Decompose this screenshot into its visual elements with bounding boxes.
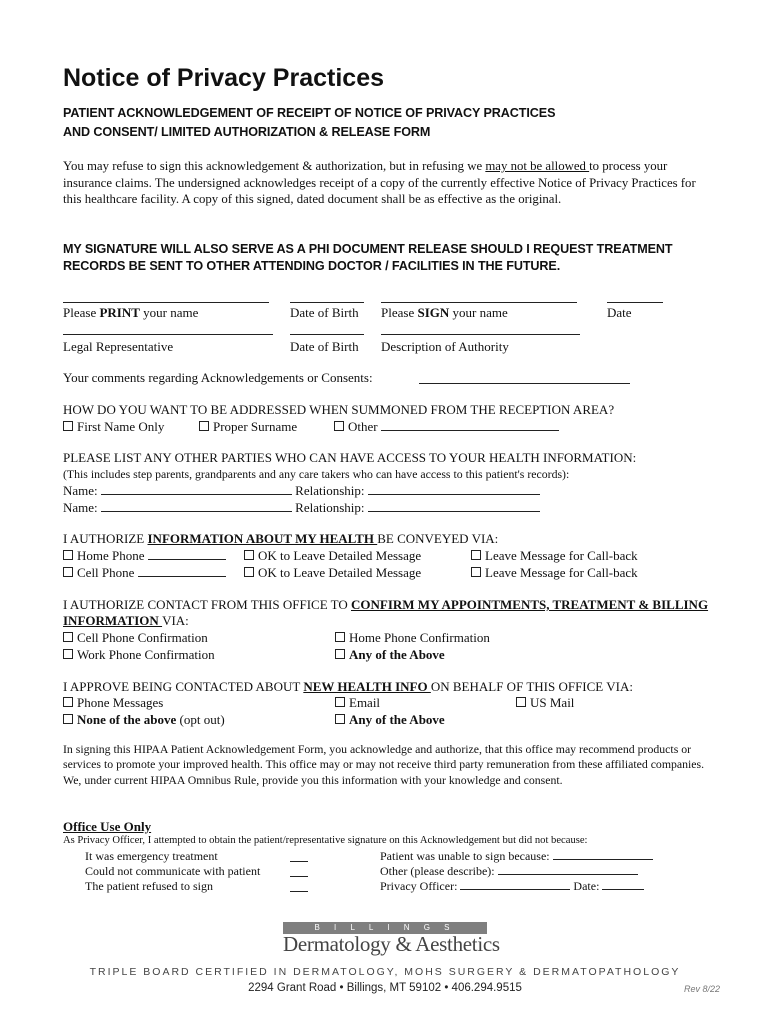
reason-emergency-field[interactable] (290, 861, 308, 862)
page-title: Notice of Privacy Practices (63, 64, 384, 92)
checkbox[interactable] (516, 697, 526, 707)
checkbox[interactable] (335, 714, 345, 724)
any-new-info-option[interactable]: Any of the Above (335, 712, 445, 728)
legal-rep-label: Legal Representative (63, 339, 174, 354)
none-option[interactable]: None of the above (opt out) (63, 712, 225, 728)
reason-refused: The patient refused to sign (85, 879, 213, 893)
date-label: Date (607, 305, 632, 320)
home-phone-field[interactable] (148, 549, 226, 560)
privacy-officer-field[interactable] (460, 879, 570, 890)
comments-label: Your comments regarding Acknowledgements or Consents: (63, 370, 373, 385)
access-row-2: Name: Relationship: (63, 500, 540, 516)
relationship-field[interactable] (368, 501, 540, 512)
intro-underlined-text: may not be allowed (485, 159, 590, 173)
checkbox[interactable] (471, 567, 481, 577)
checkbox[interactable] (335, 632, 345, 642)
email-option[interactable]: Email (335, 695, 380, 711)
signature-notice-line2: RECORDS BE SENT TO OTHER ATTENDING DOCTOR / FACILITIES IN THE FUTURE. (63, 259, 561, 273)
reason-other: Other (please describe): (380, 864, 638, 879)
checkbox[interactable] (334, 421, 344, 431)
checkbox[interactable] (244, 567, 254, 577)
work-confirm-option[interactable]: Work Phone Confirmation (63, 647, 215, 663)
cell-ok-detailed-option[interactable]: OK to Leave Detailed Message (244, 565, 421, 581)
contact-auth-heading-cont: INFORMATION VIA: (63, 613, 189, 628)
checkbox[interactable] (63, 567, 73, 577)
checkbox[interactable] (63, 421, 73, 431)
any-confirm-option[interactable]: Any of the Above (335, 647, 445, 663)
unable-reason-field[interactable] (553, 849, 653, 860)
checkbox[interactable] (471, 550, 481, 560)
phone-messages-option[interactable]: Phone Messages (63, 695, 163, 711)
form-subtitle-line2: AND CONSENT/ LIMITED AUTHORIZATION & RELEASE FORM (63, 125, 431, 139)
dob2-label: Date of Birth (290, 339, 359, 354)
name-field[interactable] (101, 501, 292, 512)
address-option-first-name[interactable]: First Name Only (63, 419, 164, 435)
us-mail-option[interactable]: US Mail (516, 695, 574, 711)
form-subtitle-line1: PATIENT ACKNOWLEDGEMENT OF RECEIPT OF NOTICE OF PRIVACY PRACTICES (63, 106, 556, 120)
checkbox[interactable] (335, 697, 345, 707)
print-name-label: Please PRINT your name (63, 305, 199, 320)
cell-phone-field[interactable] (138, 566, 226, 577)
access-note: (This includes step parents, grandparents and any care takers who can have access to this patient's records): (63, 467, 570, 481)
reason-emergency: It was emergency treatment (85, 849, 218, 863)
cell-callback-option[interactable]: Leave Message for Call-back (471, 565, 638, 581)
authority-field[interactable] (381, 334, 580, 335)
other-field[interactable] (381, 420, 559, 431)
privacy-officer-line: Privacy Officer: Date: (380, 879, 644, 894)
access-question: PLEASE LIST ANY OTHER PARTIES WHO CAN HAVE ACCESS TO YOUR HEALTH INFORMATION: (63, 450, 637, 465)
legal-rep-field[interactable] (63, 334, 273, 335)
reason-communicate: Could not communicate with patient (85, 864, 261, 878)
home-ok-detailed-option[interactable]: OK to Leave Detailed Message (244, 548, 421, 564)
reason-communicate-field[interactable] (290, 876, 308, 877)
contact-auth-heading: I AUTHORIZE CONTACT FROM THIS OFFICE TO CONFIRM MY APPOINTMENTS, TREATMENT & BILLING (63, 597, 709, 612)
footer-credentials: TRIPLE BOARD CERTIFIED IN DERMATOLOGY, MOHS SURGERY & DERMATOPATHOLOGY (89, 966, 681, 978)
print-name-field[interactable] (63, 302, 269, 303)
new-info-heading: I APPROVE BEING CONTACTED ABOUT NEW HEALTH INFO ON BEHALF OF THIS OFFICE VIA: (63, 679, 633, 694)
intro-text-end: to process your insurance claims. The undersigned acknowledges receipt of a copy of the currently effective Notice of Privacy Practices for this healthcare facility. A copy of this signed, dated document shall be as effective as the original. (63, 159, 696, 206)
home-callback-option[interactable]: Leave Message for Call-back (471, 548, 638, 564)
checkbox[interactable] (199, 421, 209, 431)
dob-field[interactable] (290, 302, 364, 303)
cell-phone-option[interactable]: Cell Phone (63, 565, 226, 581)
signature-notice-line1: MY SIGNATURE WILL ALSO SERVE AS A PHI DOCUMENT RELEASE SHOULD I REQUEST TREATMENT (63, 242, 673, 256)
reason-unable: Patient was unable to sign because: (380, 849, 653, 864)
name-field[interactable] (101, 484, 292, 495)
checkbox[interactable] (63, 649, 73, 659)
logo-name: Dermatology & Aesthetics (283, 932, 500, 956)
access-row-1: Name: Relationship: (63, 483, 540, 499)
info-auth-heading: I AUTHORIZE INFORMATION ABOUT MY HEALTH BE CONVEYED VIA: (63, 531, 499, 546)
footer-address: 2294 Grant Road • Billings, MT 59102 • 406.294.9515 (248, 982, 522, 994)
intro-paragraph (63, 158, 703, 208)
hipaa-paragraph: In signing this HIPAA Patient Acknowledgement Form, you acknowledge and authorize, that this office may recommend products or services to promote your improved health. This office may or may not receive third party remuneration from these affiliated companies. We, under current HIPAA Omnibus Rule, provide you this information with your knowledge and consent. (63, 742, 705, 787)
revision-note: Rev 8/22 (684, 984, 721, 994)
authority-label: Description of Authority (381, 339, 509, 354)
checkbox[interactable] (244, 550, 254, 560)
home-phone-option[interactable]: Home Phone (63, 548, 226, 564)
dob2-field[interactable] (290, 334, 364, 335)
privacy-date-field[interactable] (602, 879, 644, 890)
checkbox[interactable] (63, 697, 73, 707)
other-reason-field[interactable] (498, 864, 638, 875)
address-option-other[interactable]: Other (334, 419, 559, 435)
office-use-heading: Office Use Only (63, 819, 152, 834)
checkbox[interactable] (63, 632, 73, 642)
logo-bar: B I L L I N G S (283, 922, 487, 934)
reason-refused-field[interactable] (290, 891, 308, 892)
dob-label: Date of Birth (290, 305, 359, 320)
date-field[interactable] (607, 302, 663, 303)
sign-name-label: Please SIGN your name (381, 305, 508, 320)
checkbox[interactable] (335, 649, 345, 659)
comments-field[interactable] (419, 383, 630, 384)
relationship-field[interactable] (368, 484, 540, 495)
cell-confirm-option[interactable]: Cell Phone Confirmation (63, 630, 208, 646)
office-use-intro: As Privacy Officer, I attempted to obtain the patient/representative signature on this Acknowledgement but did not because: (63, 835, 588, 846)
address-question: HOW DO YOU WANT TO BE ADDRESSED WHEN SUMMONED FROM THE RECEPTION AREA? (63, 402, 615, 417)
intro-text-start: You may refuse to sign this acknowledgement & authorization, but in refusing we (63, 159, 486, 173)
address-option-surname[interactable]: Proper Surname (199, 419, 297, 435)
checkbox[interactable] (63, 714, 73, 724)
checkbox[interactable] (63, 550, 73, 560)
signature-field[interactable] (381, 302, 577, 303)
home-confirm-option[interactable]: Home Phone Confirmation (335, 630, 490, 646)
